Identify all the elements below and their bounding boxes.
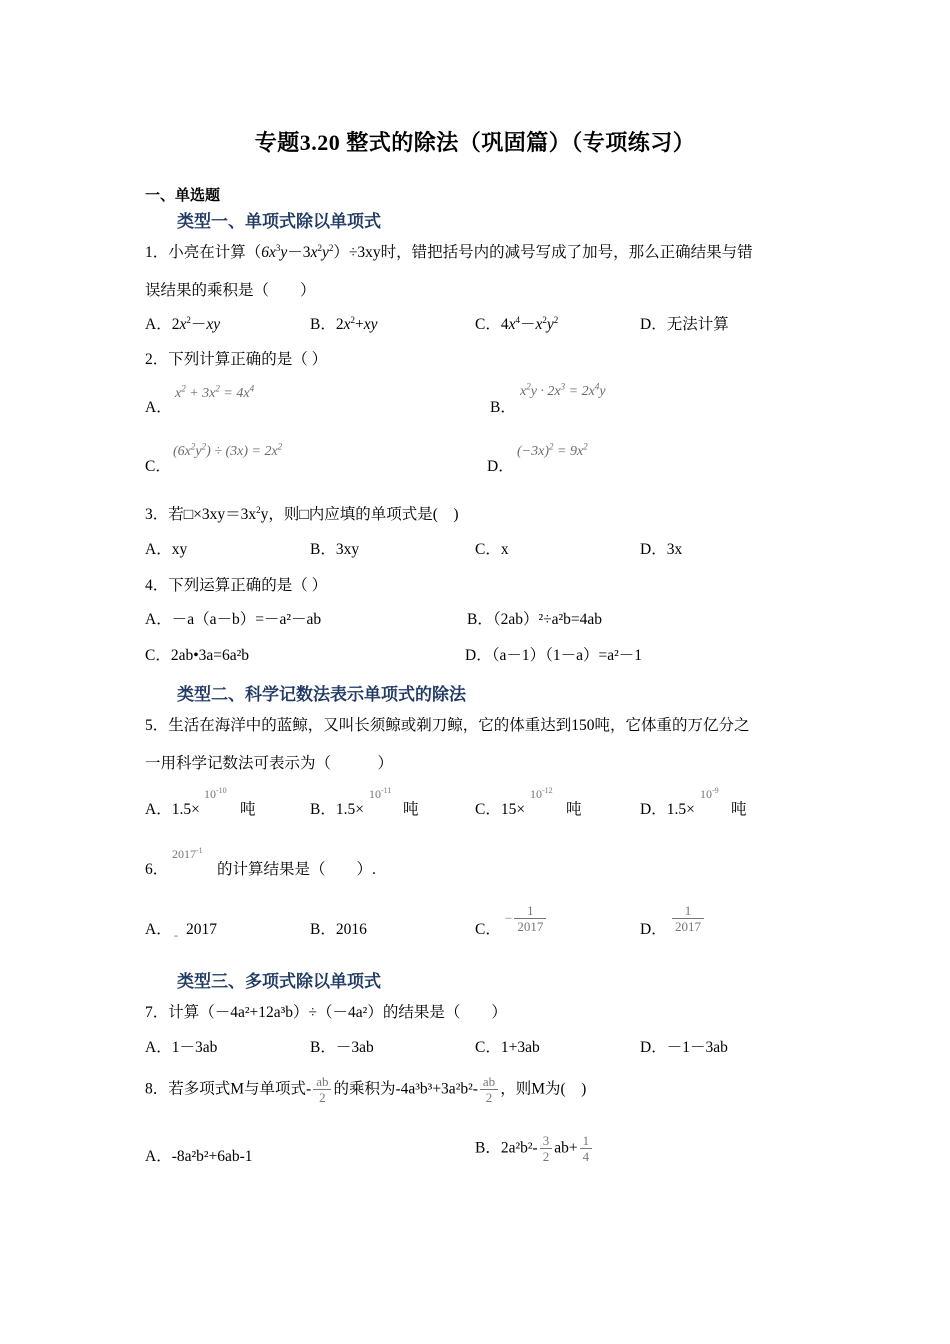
q8-option-b[interactable]: B．2a²b²- $\frac{3}{2}$ ab+ $\frac{1}{4}$ (475, 1133, 594, 1164)
q2-option-d-formula: $(-3x)^2 = 9x^2$ (517, 441, 588, 459)
question-6-number: 6． (145, 861, 169, 878)
question-8-stem: 8．若多项式M与单项式- $\frac{ab}{2}$ 的乘积为-4a³b³+3a²b²- $\frac{ab}{2}$ ，则M为( ) (145, 1074, 587, 1105)
q1-option-c[interactable]: C．$4x^4-x^2y^2$ (475, 314, 559, 333)
q6-option-b[interactable]: B．2016 (310, 921, 367, 938)
q7-option-d[interactable]: D．－1－3ab (640, 1039, 728, 1056)
q6-option-a-minus: - (174, 928, 178, 942)
q2-option-a-label[interactable]: A． (145, 399, 172, 416)
q5-option-a-power: $10^{-10}$ (204, 786, 227, 801)
q5-option-c-unit: 吨 (566, 801, 582, 818)
q8-option-a[interactable]: A．-8a²b²+6ab-1 (145, 1148, 253, 1165)
type-heading-1: 类型一、单项式除以单项式 (177, 212, 381, 231)
q1-option-b[interactable]: B．$2x^2+xy$ (310, 314, 378, 333)
q4-option-d[interactable]: D．（a－1）（1－a）=a²－1 (465, 647, 642, 664)
q6-option-c-formula: − $\frac{1}{2017}$ (505, 903, 548, 934)
q5-option-a-unit: 吨 (240, 801, 256, 818)
q7-option-b[interactable]: B．－3ab (310, 1039, 374, 1056)
question-6-stem: 的计算结果是（ ）. (217, 861, 376, 878)
q5-option-d[interactable]: D．1.5× (640, 801, 695, 818)
q4-option-c[interactable]: C．2ab•3a=6a²b (145, 647, 250, 664)
q5-option-b[interactable]: B．1.5× (310, 801, 364, 818)
q3-option-d[interactable]: D．3x (640, 541, 683, 558)
q2-option-b-label[interactable]: B． (490, 399, 516, 416)
q5-option-c[interactable]: C．15× (475, 801, 526, 818)
q3-option-c[interactable]: C．x (475, 541, 509, 558)
question-7-stem: 7．计算（－4a²+12a³b）÷（－4a²）的结果是（ ） (145, 1004, 507, 1021)
q5-option-a[interactable]: A．1.5× (145, 801, 200, 818)
question-1-expression: $6x^3y-3x^2y^2$ (261, 242, 334, 261)
q6-option-a-label[interactable]: A． (145, 921, 172, 938)
question-2-stem: 2．下列计算正确的是（ ） (145, 351, 328, 368)
q7-option-a[interactable]: A．1－3ab (145, 1039, 218, 1056)
q2-option-b-formula: $x^2y \cdot 2x^3 = 2x^4y$ (520, 381, 606, 399)
q5-option-c-power: $10^{-12}$ (530, 786, 553, 801)
question-5-line-2: 一用科学记数法可表示为（ ） (145, 755, 394, 772)
q2-option-d-label[interactable]: D． (487, 458, 514, 475)
q4-option-a[interactable]: A．－a（a－b）=－a²－ab (145, 611, 322, 628)
q6-option-a-value: 2017 (186, 921, 217, 938)
q1-option-d[interactable]: D．无法计算 (640, 316, 729, 333)
q3-option-b[interactable]: B．3xy (310, 541, 360, 558)
page-title: 专题3.20 整式的除法（巩固篇）（专项练习） (254, 130, 696, 155)
q5-option-b-power: $10^{-11}$ (369, 786, 392, 801)
q6-option-d-formula: $\frac{1}{2017}$ (670, 903, 706, 934)
section-heading: 一、单选题 (145, 188, 221, 204)
question-1-line-1: 1．小亮在计算$(6x^3y-3x^2y^2)\div 3xy$时，错把括号内的减号写成了加号，那么正确结果与错 (145, 242, 753, 261)
q2-option-a-formula: $x^2 + 3x^2 = 4x^4$ (175, 383, 255, 401)
q4-option-b[interactable]: B．（2ab）²÷a²b=4ab (467, 611, 603, 628)
q1-option-a[interactable]: A．$2x^2-xy$ (145, 314, 221, 333)
question-5-line-1: 5．生活在海洋中的蓝鲸，又叫长须鲸或剃刀鲸，它的体重达到150吨，它体重的万亿分之 (145, 717, 750, 734)
q6-option-c-label[interactable]: C． (475, 921, 501, 938)
q2-option-c-label[interactable]: C． (145, 458, 171, 475)
q5-option-d-power: $10^{-9}$ (700, 786, 719, 801)
type-heading-3: 类型三、多项式除以单项式 (177, 972, 381, 991)
question-4-stem: 4．下列运算正确的是（ ） (145, 577, 328, 594)
q2-option-c-formula: $(6x^2y^2) \div (3x) = 2x^2$ (173, 441, 283, 459)
q3-option-a[interactable]: A．xy (145, 541, 188, 558)
question-3-stem: 3．若$□\times 3xy=3x^2y$，则□内应填的单项式是( ) (145, 504, 459, 523)
type-heading-2: 类型二、科学记数法表示单项式的除法 (177, 685, 466, 704)
q7-option-c[interactable]: C．1+3ab (475, 1039, 540, 1056)
q5-option-d-unit: 吨 (731, 801, 747, 818)
question-1-line-2: 误结果的乘积是（ ） (145, 282, 316, 299)
q5-option-b-unit: 吨 (403, 801, 419, 818)
q6-option-d-label[interactable]: D． (640, 921, 667, 938)
question-6-expression: $2017^{-1}$ (172, 846, 203, 861)
